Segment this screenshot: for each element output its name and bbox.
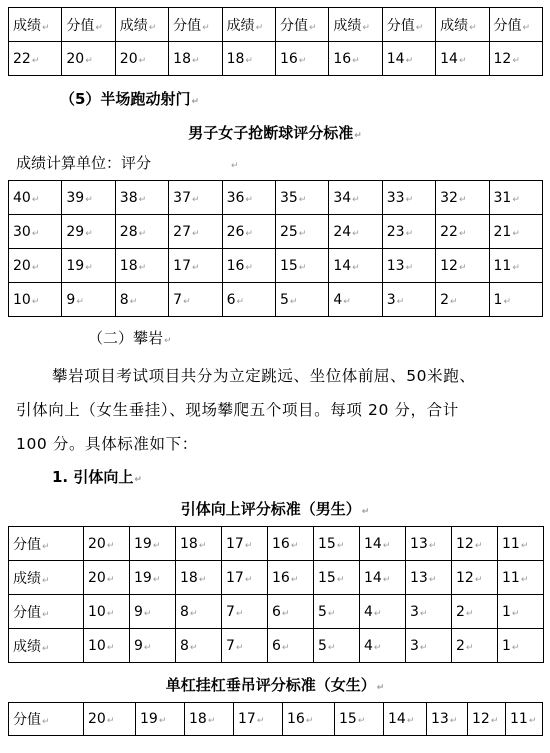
table-cell: 38↵ bbox=[115, 181, 168, 215]
table-cell: 36↵ bbox=[222, 181, 275, 215]
table-cell: 8↵ bbox=[176, 595, 222, 629]
table-cell: 12↵ bbox=[489, 42, 542, 76]
table-cell: 10↵ bbox=[84, 595, 130, 629]
table-cell: 19↵ bbox=[130, 527, 176, 561]
table-row bbox=[9, 527, 544, 561]
table-cell: 3↵ bbox=[382, 283, 435, 317]
table-cell: 13↵ bbox=[406, 561, 452, 595]
table-cell: 12↵ bbox=[452, 561, 498, 595]
table-cell: 12↵ bbox=[436, 249, 489, 283]
table-cell: 17↵ bbox=[234, 703, 283, 736]
table-cell: 15↵ bbox=[314, 561, 360, 595]
table-cell: 16↵ bbox=[222, 249, 275, 283]
table-row bbox=[9, 42, 543, 76]
table-cell: 分值↵ bbox=[9, 703, 84, 736]
table-row bbox=[9, 215, 543, 249]
table-cell: 成绩↵ bbox=[436, 8, 489, 42]
hang-table-title: 单杠挂杠垂吊评分标准（女生）↵ bbox=[165, 676, 385, 694]
table-cell: 成绩↵ bbox=[9, 629, 84, 663]
table-cell: 30↵ bbox=[9, 215, 62, 249]
table-cell: 20↵ bbox=[62, 42, 115, 76]
table-cell: 18↵ bbox=[169, 42, 222, 76]
section5-heading: （5）半场跑动射门↵ bbox=[60, 90, 199, 108]
table-cell: 12↵ bbox=[468, 703, 506, 736]
table-cell: 分值↵ bbox=[9, 595, 84, 629]
table-cell: 15↵ bbox=[275, 249, 328, 283]
table-cell: 8↵ bbox=[176, 629, 222, 663]
table-cell: 20↵ bbox=[84, 561, 130, 595]
table-cell: 1↵ bbox=[489, 283, 542, 317]
table-cell: 12↵ bbox=[452, 527, 498, 561]
table-cell: 18↵ bbox=[115, 249, 168, 283]
table-cell: 20↵ bbox=[9, 249, 62, 283]
table-cell: 20↵ bbox=[84, 527, 130, 561]
table-cell: 分值↵ bbox=[62, 8, 115, 42]
table-cell: 14↵ bbox=[384, 703, 427, 736]
table-cell: 18↵ bbox=[185, 703, 234, 736]
table-cell: 2↵ bbox=[452, 595, 498, 629]
table-cell: 24↵ bbox=[329, 215, 382, 249]
table-cell: 4↵ bbox=[360, 629, 406, 663]
table-cell: 7↵ bbox=[222, 595, 268, 629]
table-cell: 1↵ bbox=[498, 629, 544, 663]
table-cell: 28↵ bbox=[115, 215, 168, 249]
table-row bbox=[9, 181, 543, 215]
table-cell: 19↵ bbox=[130, 561, 176, 595]
table-cell: 15↵ bbox=[335, 703, 384, 736]
table-cell: 15↵ bbox=[314, 527, 360, 561]
table-cell: 14↵ bbox=[360, 561, 406, 595]
hang-score-table bbox=[8, 702, 543, 736]
table-cell: 9↵ bbox=[62, 283, 115, 317]
table-cell: 16↵ bbox=[268, 527, 314, 561]
paragraph-line-2: 引体向上（女生垂挂）、现场攀爬五个项目。每项 20 分，合计 bbox=[16, 401, 459, 419]
table-cell: 17↵ bbox=[169, 249, 222, 283]
table-cell: 33↵ bbox=[382, 181, 435, 215]
table-cell: 7↵ bbox=[169, 283, 222, 317]
table-cell: 13↵ bbox=[427, 703, 468, 736]
table-cell: 分值↵ bbox=[169, 8, 222, 42]
table-cell: 29↵ bbox=[62, 215, 115, 249]
table-cell: 10↵ bbox=[9, 283, 62, 317]
table-row bbox=[9, 561, 544, 595]
table-cell: 35↵ bbox=[275, 181, 328, 215]
table-cell: 40↵ bbox=[9, 181, 62, 215]
table-cell: 6↵ bbox=[268, 595, 314, 629]
table-cell: 成绩↵ bbox=[9, 561, 84, 595]
table-cell: 39↵ bbox=[62, 181, 115, 215]
table-cell: 18↵ bbox=[176, 561, 222, 595]
table-cell: 18↵ bbox=[176, 527, 222, 561]
table-cell: 16↵ bbox=[268, 561, 314, 595]
table-row bbox=[9, 595, 544, 629]
table-cell: 18↵ bbox=[222, 42, 275, 76]
table-cell: 23↵ bbox=[382, 215, 435, 249]
table-cell: 26↵ bbox=[222, 215, 275, 249]
table-cell: 27↵ bbox=[169, 215, 222, 249]
table-cell: 19↵ bbox=[62, 249, 115, 283]
table-cell: 16↵ bbox=[329, 42, 382, 76]
table-cell: 13↵ bbox=[382, 249, 435, 283]
table-cell: 2↵ bbox=[436, 283, 489, 317]
climbing-heading: （二）攀岩↵ bbox=[88, 329, 172, 347]
table-cell: 16↵ bbox=[283, 703, 335, 736]
table-cell: 4↵ bbox=[329, 283, 382, 317]
table-cell: 11↵ bbox=[506, 703, 543, 736]
table-cell: 13↵ bbox=[406, 527, 452, 561]
pullup-heading: 1. 引体向上↵ bbox=[52, 468, 142, 486]
table-cell: 16↵ bbox=[275, 42, 328, 76]
table-cell: 2↵ bbox=[452, 629, 498, 663]
table-row bbox=[9, 283, 543, 317]
table-cell: 11↵ bbox=[498, 527, 544, 561]
table-cell: 22↵ bbox=[9, 42, 62, 76]
table-cell: 5↵ bbox=[314, 629, 360, 663]
table-cell: 10↵ bbox=[84, 629, 130, 663]
table-cell: 17↵ bbox=[222, 561, 268, 595]
table-cell: 分值↵ bbox=[382, 8, 435, 42]
table-cell: 4↵ bbox=[360, 595, 406, 629]
table-cell: 分值↵ bbox=[275, 8, 328, 42]
paragraph-line-1: 攀岩项目考试项目共分为立定跳远、坐位体前屈、50米跑、 bbox=[52, 367, 476, 385]
table-cell: 14↵ bbox=[436, 42, 489, 76]
table-cell: 21↵ bbox=[489, 215, 542, 249]
table-cell: 成绩↵ bbox=[329, 8, 382, 42]
table-cell: 11↵ bbox=[489, 249, 542, 283]
table-cell: 11↵ bbox=[498, 561, 544, 595]
table-cell: 31↵ bbox=[489, 181, 542, 215]
table-cell: 6↵ bbox=[222, 283, 275, 317]
table-row bbox=[9, 703, 543, 736]
table-cell: 22↵ bbox=[436, 215, 489, 249]
score-table bbox=[8, 180, 543, 317]
table-row bbox=[9, 8, 543, 42]
table-cell: 3↵ bbox=[406, 595, 452, 629]
table-cell: 分值↵ bbox=[489, 8, 542, 42]
top-score-table bbox=[8, 7, 543, 76]
paragraph-line-3: 100 分。具体标准如下： bbox=[16, 435, 198, 453]
table-cell: 14↵ bbox=[382, 42, 435, 76]
pullup-score-table bbox=[8, 526, 544, 663]
table-cell: 17↵ bbox=[222, 527, 268, 561]
table-cell: 8↵ bbox=[115, 283, 168, 317]
table-cell: 9↵ bbox=[130, 629, 176, 663]
table-cell: 19↵ bbox=[136, 703, 185, 736]
table-cell: 5↵ bbox=[275, 283, 328, 317]
table-cell: 7↵ bbox=[222, 629, 268, 663]
table-cell: 成绩↵ bbox=[115, 8, 168, 42]
table-cell: 成绩↵ bbox=[222, 8, 275, 42]
table-cell: 5↵ bbox=[314, 595, 360, 629]
section5-table-title: 男子女子抢断球评分标准↵ bbox=[188, 124, 362, 142]
table-cell: 37↵ bbox=[169, 181, 222, 215]
table-row bbox=[9, 629, 544, 663]
table-cell: 分值↵ bbox=[9, 527, 84, 561]
table-row bbox=[9, 249, 543, 283]
table-cell: 14↵ bbox=[329, 249, 382, 283]
table-cell: 20↵ bbox=[115, 42, 168, 76]
unit-line: 成绩计算单位：评分 ↵ bbox=[16, 154, 239, 172]
table-cell: 34↵ bbox=[329, 181, 382, 215]
table-cell: 9↵ bbox=[130, 595, 176, 629]
pullup-table-title: 引体向上评分标准（男生）↵ bbox=[180, 500, 370, 518]
table-cell: 成绩↵ bbox=[9, 8, 62, 42]
table-cell: 32↵ bbox=[436, 181, 489, 215]
table-cell: 3↵ bbox=[406, 629, 452, 663]
table-cell: 6↵ bbox=[268, 629, 314, 663]
table-cell: 1↵ bbox=[498, 595, 544, 629]
table-cell: 20↵ bbox=[84, 703, 136, 736]
table-cell: 25↵ bbox=[275, 215, 328, 249]
table-cell: 14↵ bbox=[360, 527, 406, 561]
